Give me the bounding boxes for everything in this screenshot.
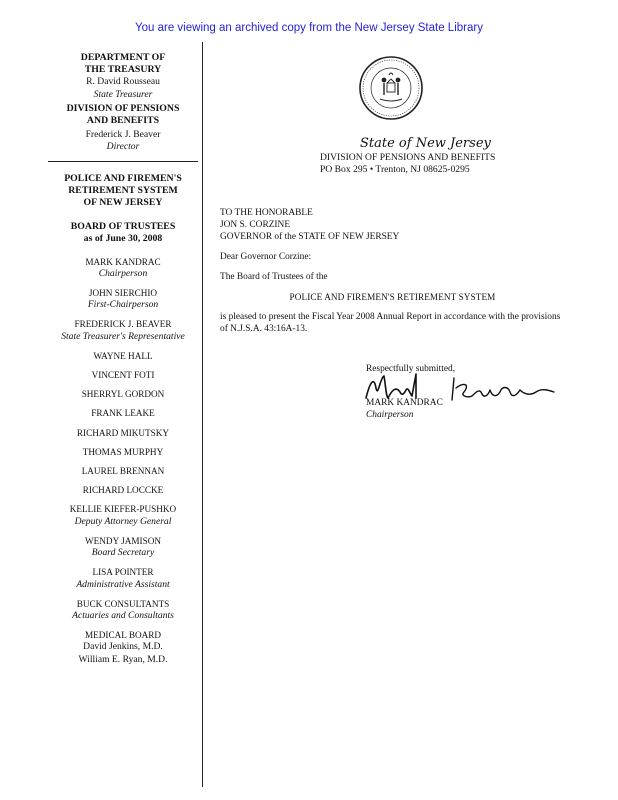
medical-member: William E. Ryan, M.D. (78, 653, 168, 665)
board-member (40, 535, 206, 559)
member-title: First-Chairperson (87, 299, 159, 311)
member-name: JOHN SIERCHIO (88, 288, 158, 299)
board-member (40, 503, 206, 527)
member-name: SHERRYL GORDON (81, 389, 165, 400)
board-members (40, 256, 206, 666)
medical-board (40, 629, 206, 666)
dept-line1: DEPARTMENT OF (80, 52, 166, 63)
board-line1: BOARD OF TRUSTEES (70, 221, 176, 233)
board-member (40, 465, 206, 477)
member-title: Administrative Assistant (76, 578, 170, 590)
member-title: State Treasurer's Representative (61, 330, 185, 342)
member-name: LISA POINTER (92, 567, 154, 578)
address: PO Box 295 • Trenton, NJ 08625-0295 (320, 164, 470, 175)
dept-line2: THE TREASURY (84, 64, 162, 76)
letter-intro: The Board of Trustees of the (220, 272, 328, 282)
letter-body (220, 207, 565, 335)
board-member (40, 287, 206, 311)
board-member (40, 427, 206, 439)
archive-banner: You are viewing an archived copy from the New Jersey State Library (135, 22, 483, 34)
board-member (40, 350, 206, 362)
recipient-name: JON S. CORZINE (220, 220, 291, 230)
member-name: RICHARD LOCCKE (82, 485, 164, 496)
member-name: WAYNE HALL (93, 350, 153, 361)
member-title: Deputy Attorney General (74, 515, 172, 527)
addressee-to: TO THE HONORABLE (220, 208, 313, 218)
sidebar-divider (48, 161, 198, 162)
board-member (40, 369, 206, 381)
board-line2: as of June 30, 2008 (83, 233, 163, 245)
board-member (40, 256, 206, 280)
division-line2: AND BENEFITS (86, 115, 160, 127)
handwritten-signature (360, 368, 560, 410)
board-member (40, 318, 206, 342)
state-seal-icon (358, 55, 424, 121)
member-name: VINCENT FOTI (91, 370, 155, 381)
board-heading (40, 221, 206, 245)
board-member (40, 388, 206, 400)
state-name: State of New Jersey (360, 136, 491, 151)
closing: Respectfully submitted, (366, 364, 456, 374)
member-name: FRANK LEAKE (91, 408, 155, 419)
vertical-divider (202, 42, 203, 787)
board-member (40, 598, 206, 622)
member-name: WENDY JAMISON (85, 535, 161, 546)
system-heading (40, 173, 206, 210)
treasurer-title: State Treasurer (93, 88, 153, 100)
board-member (40, 446, 206, 458)
member-name: LAUREL BRENNAN (81, 466, 165, 477)
letter-paragraph: is pleased to present the Fiscal Year 2008 Annual Report in accordance with the provisions of N.J.S.A. 43:16A-13. (220, 312, 561, 334)
salutation: Dear Governor Corzine: (220, 252, 312, 262)
director-name: Frederick J. Beaver (85, 129, 161, 141)
member-name: THOMAS MURPHY (82, 446, 164, 457)
division-line1: DIVISION OF PENSIONS (66, 102, 180, 114)
treasurer-name: R. David Rousseau (86, 76, 160, 88)
medical-heading: MEDICAL BOARD (85, 630, 161, 641)
board-member (40, 484, 206, 496)
system-name: POLICE AND FIREMEN'S RETIREMENT SYSTEM (289, 292, 496, 302)
division-name: DIVISION OF PENSIONS AND BENEFITS (320, 152, 496, 163)
member-name: FREDERICK J. BEAVER (74, 319, 172, 330)
member-name: MARK KANDRAC (85, 256, 161, 267)
system-line3: OF NEW JERSEY (83, 197, 163, 209)
member-title: Board Secretary (91, 547, 155, 559)
signer-name: MARK KANDRAC (366, 398, 443, 408)
system-line1: POLICE AND FIREMEN'S (64, 172, 182, 184)
sidebar (40, 52, 206, 673)
member-title: Actuaries and Consultants (72, 609, 174, 621)
system-line2: RETIREMENT SYSTEM (68, 184, 178, 196)
board-member (40, 407, 206, 419)
medical-member: David Jenkins, M.D. (83, 641, 163, 653)
member-name: RICHARD MIKUTSKY (76, 427, 170, 438)
member-name: KELLIE KIEFER-PUSHKO (69, 504, 177, 515)
signer-title: Chairperson (366, 410, 414, 420)
board-member (40, 566, 206, 590)
director-title: Director (106, 141, 140, 153)
letterhead (320, 138, 495, 176)
member-title: Chairperson (98, 267, 148, 279)
member-name: BUCK CONSULTANTS (76, 598, 170, 609)
recipient-title: GOVERNOR of the STATE OF NEW JERSEY (220, 232, 400, 242)
